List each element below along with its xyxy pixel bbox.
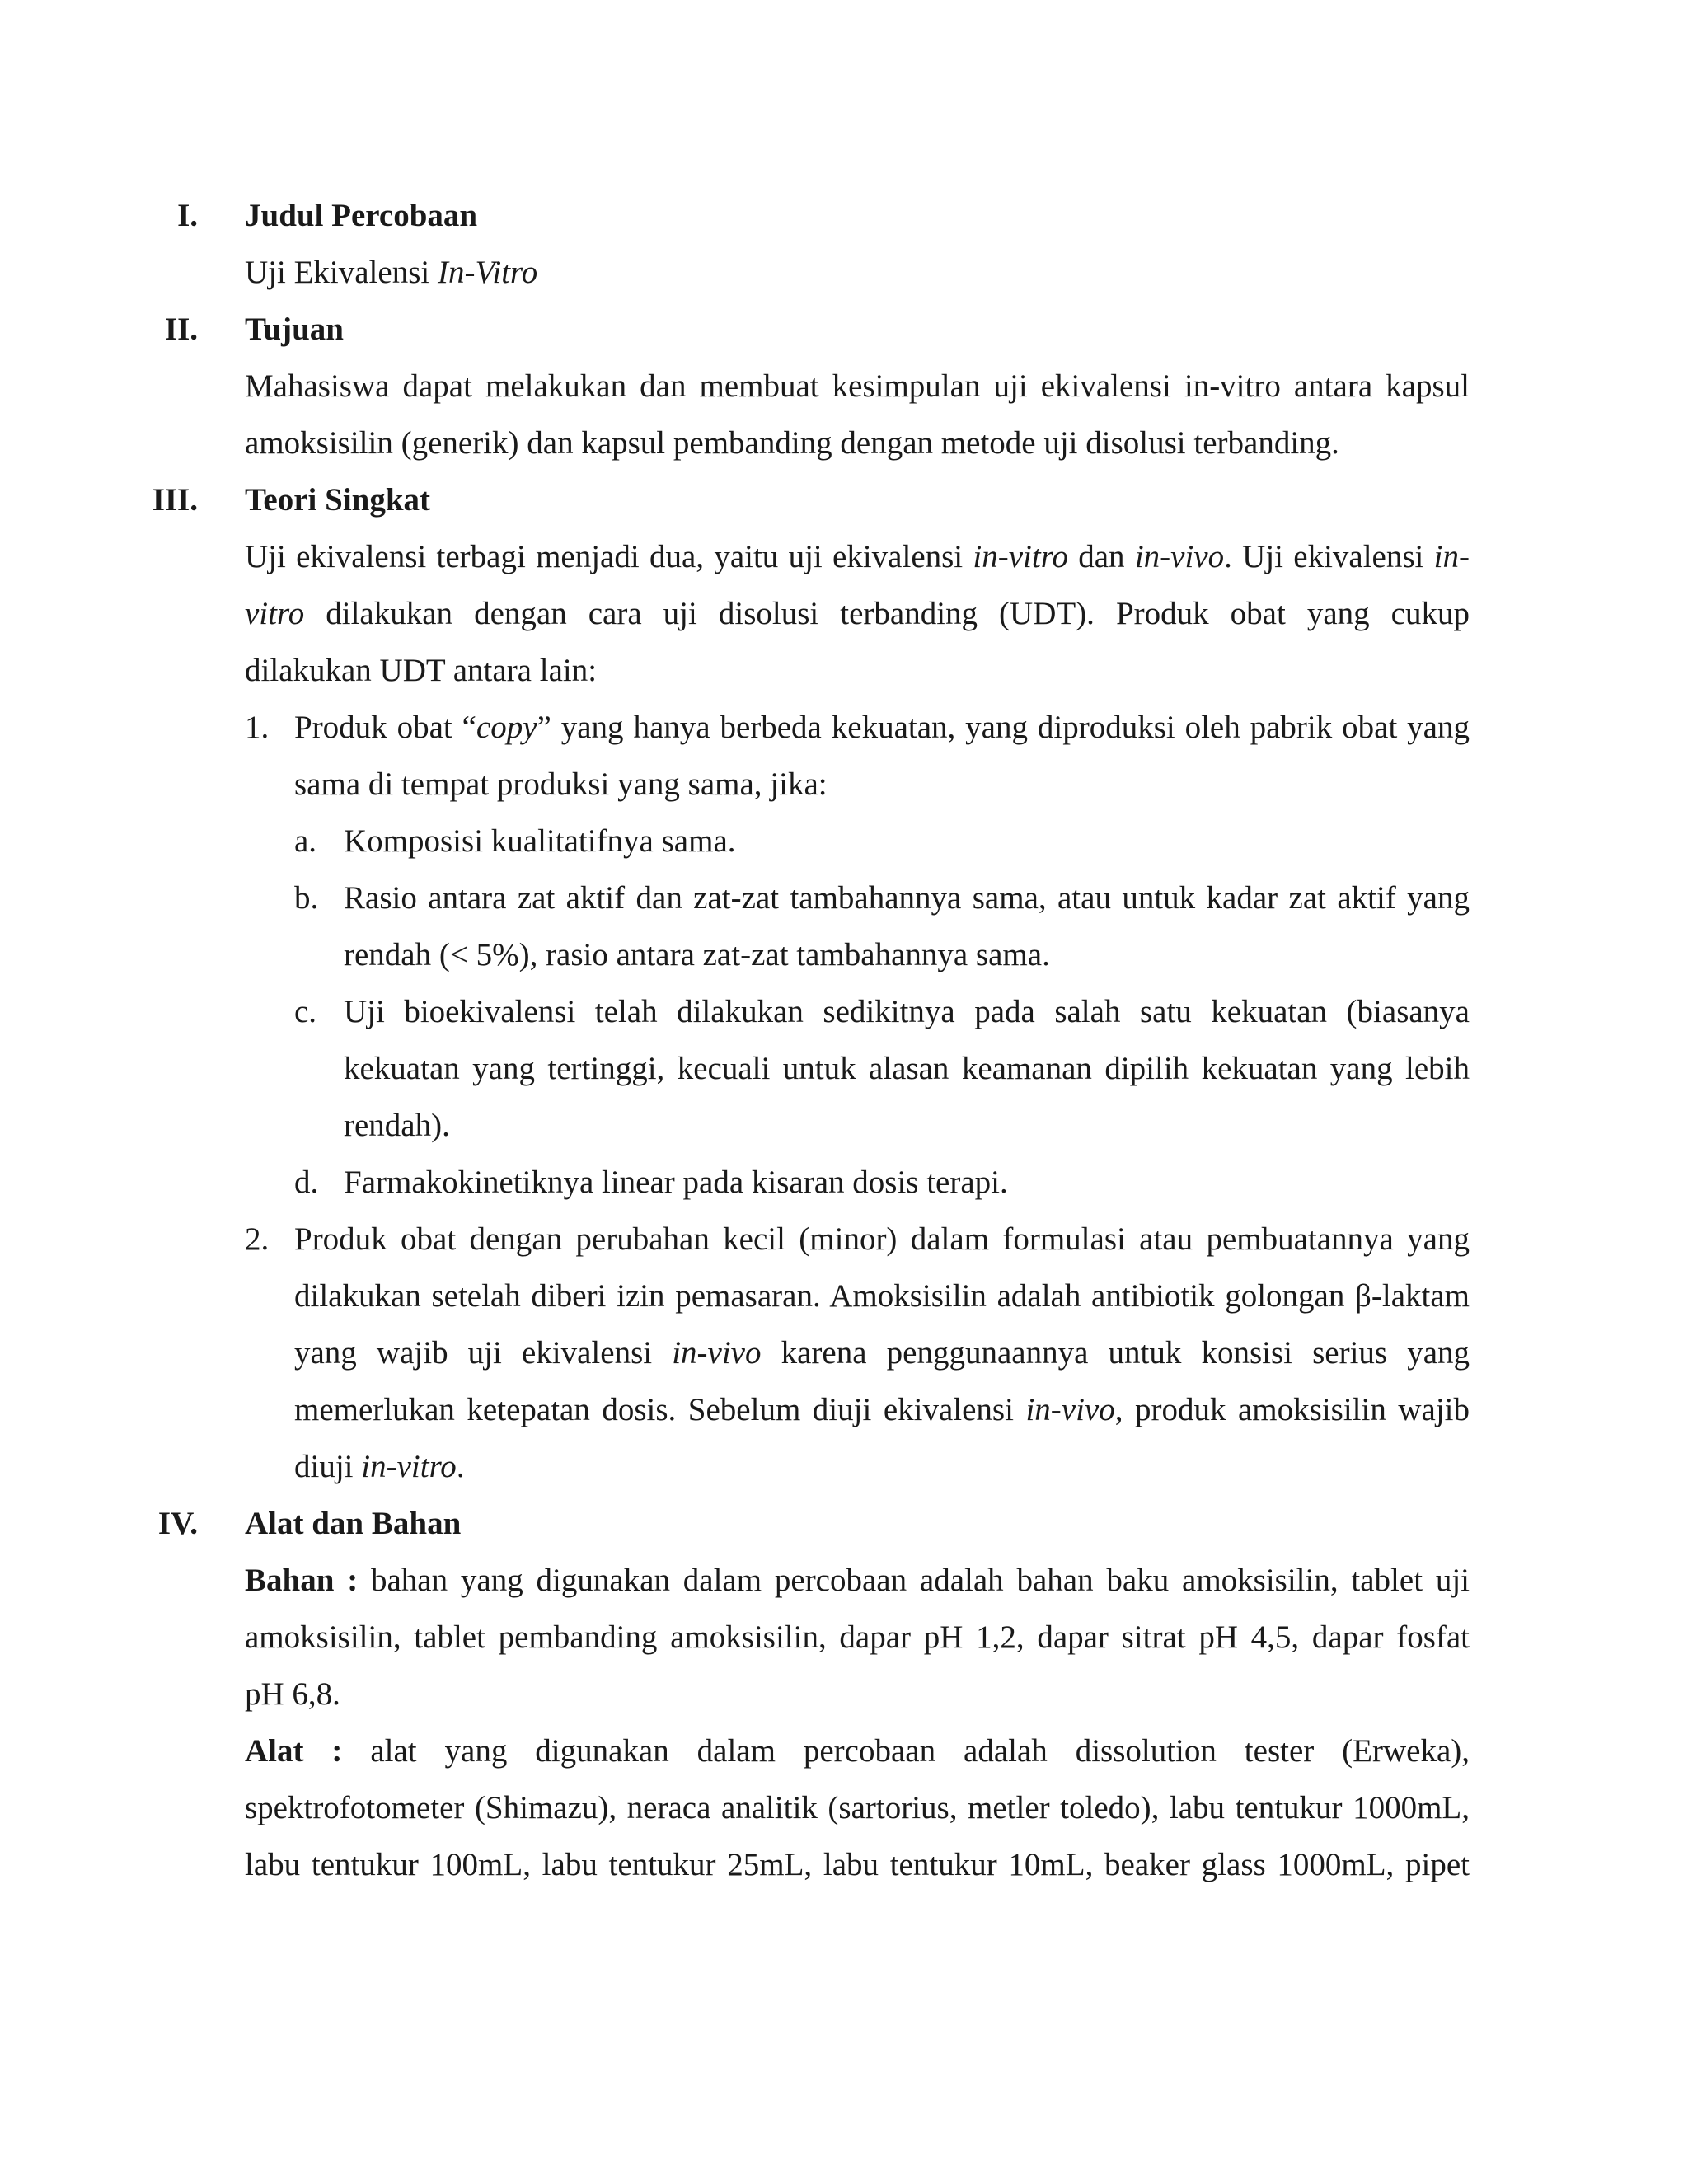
text-span: , produk amoksisilin wajib [1114,1392,1470,1427]
italic-term: in-vivo [1134,539,1225,574]
sub-letter-c: c. [294,994,317,1029]
italic-term: in-vivo [672,1335,762,1371]
bahan-label: Bahan : [245,1563,359,1598]
alat-label: Alat : [245,1733,343,1769]
italic-term: in-vivo [1025,1392,1115,1427]
experiment-title-italic: In-Vitro [437,255,538,290]
text-span: memerlukan ketepatan dosis. Sebelum diuji ekivalensi [294,1392,1014,1427]
section-numeral-4: IV. [157,1506,198,1541]
text-span: dan [1078,539,1125,574]
item1-line-1 [294,707,1470,748]
italic-term: in-vitro [973,539,1068,574]
bahan-line-3: pH 6,8. [245,1676,340,1712]
sub-b-line-2: rendah (< 5%), rasio antara zat-zat tambahannya sama. [344,937,1050,972]
tujuan-line-1: Mahasiswa dapat melakukan dan membuat kesimpulan uji ekivalensi in-vitro antara kapsul [245,368,1470,404]
section-heading-tujuan: Tujuan [245,312,344,347]
list-number-2: 2. [245,1221,270,1257]
text-span: ” yang hanya berbeda kekuatan, yang diproduksi oleh pabrik obat yang [537,710,1470,745]
item2-line-3 [294,1333,1470,1374]
italic-term: vitro [245,596,305,631]
sub-c-line-1: Uji bioekivalensi telah dilakukan sedikitnya pada salah satu kekuatan (biasanya [344,994,1470,1029]
italic-term: copy [476,710,537,745]
teori-intro-line-2 [245,593,1470,635]
sub-a-line-1: Komposisi kualitatifnya sama. [344,823,736,859]
bahan-line-2: amoksisilin, tablet pembanding amoksisilin, dapar pH 1,2, dapar sitrat pH 4,5, dapar fosfat [245,1619,1470,1655]
sub-d-line-1: Farmakokinetiknya linear pada kisaran dosis terapi. [344,1165,1008,1200]
section-heading-judul: Judul Percobaan [245,198,478,233]
section-heading-alat-bahan: Alat dan Bahan [245,1506,462,1541]
text-span: bahan yang digunakan dalam percobaan adalah bahan baku amoksisilin, tablet uji [371,1563,1470,1598]
italic-term: in-vitro [361,1449,457,1484]
item2-line-2: dilakukan setelah diberi izin pemasaran. Amoksisilin adalah antibiotik golongan β-laktam [294,1278,1470,1314]
text-span: alat yang digunakan dalam percobaan adalah dissolution tester (Erweka), [370,1733,1470,1769]
item2-line-1: Produk obat dengan perubahan kecil (minor) dalam formulasi atau pembuatannya yang [294,1221,1470,1257]
list-number-1: 1. [245,710,270,745]
text-span: karena penggunaannya untuk konsisi serius yang [781,1335,1470,1371]
section-numeral-2: II. [164,312,198,347]
sub-b-line-1: Rasio antara zat aktif dan zat-zat tambahannya sama, atau untuk kadar zat aktif yang [344,880,1470,916]
sub-c-line-3: rendah). [344,1108,450,1143]
italic-term: in- [1433,539,1470,574]
tujuan-line-2: amoksisilin (generik) dan kapsul pembanding dengan metode uji disolusi terbanding. [245,425,1339,461]
sub-c-line-2: kekuatan yang tertinggi, kecuali untuk alasan keamanan dipilih kekuatan yang lebih [344,1051,1470,1086]
section-numeral-3: III. [152,482,198,518]
text-span: Uji ekivalensi terbagi menjadi dua, yaitu uji ekivalensi [245,539,964,574]
sub-letter-b: b. [294,880,319,916]
text-span: . [456,1449,465,1484]
teori-intro-line-1 [245,537,1470,578]
section-heading-teori: Teori Singkat [245,482,431,518]
item2-line-4 [294,1390,1470,1431]
teori-intro-line-3: dilakukan UDT antara lain: [245,653,598,688]
text-span: diuji [294,1449,354,1484]
text-span: dilakukan dengan cara uji disolusi terbanding (UDT). Produk obat yang cukup [326,596,1470,631]
experiment-title [245,252,537,293]
item2-line-5 [294,1446,465,1488]
text-span: yang wajib uji ekivalensi [294,1335,653,1371]
sub-letter-a: a. [294,823,317,859]
section-numeral-1: I. [177,198,198,233]
alat-line-2: spektrofotometer (Shimazu), neraca analitik (sartorius, metler toledo), labu tentukur 1000mL, [245,1790,1470,1825]
text-span: . Uji ekivalensi [1224,539,1424,574]
text-span: Produk obat “ [294,710,476,745]
sub-letter-d: d. [294,1165,319,1200]
bahan-line-1 [245,1560,1470,1601]
alat-line-1 [245,1731,1470,1772]
experiment-title-text: Uji Ekivalensi [245,255,430,290]
item1-line-2: sama di tempat produksi yang sama, jika: [294,766,828,802]
alat-line-3: labu tentukur 100mL, labu tentukur 25mL, labu tentukur 10mL, beaker glass 1000mL, pipet [245,1847,1470,1882]
